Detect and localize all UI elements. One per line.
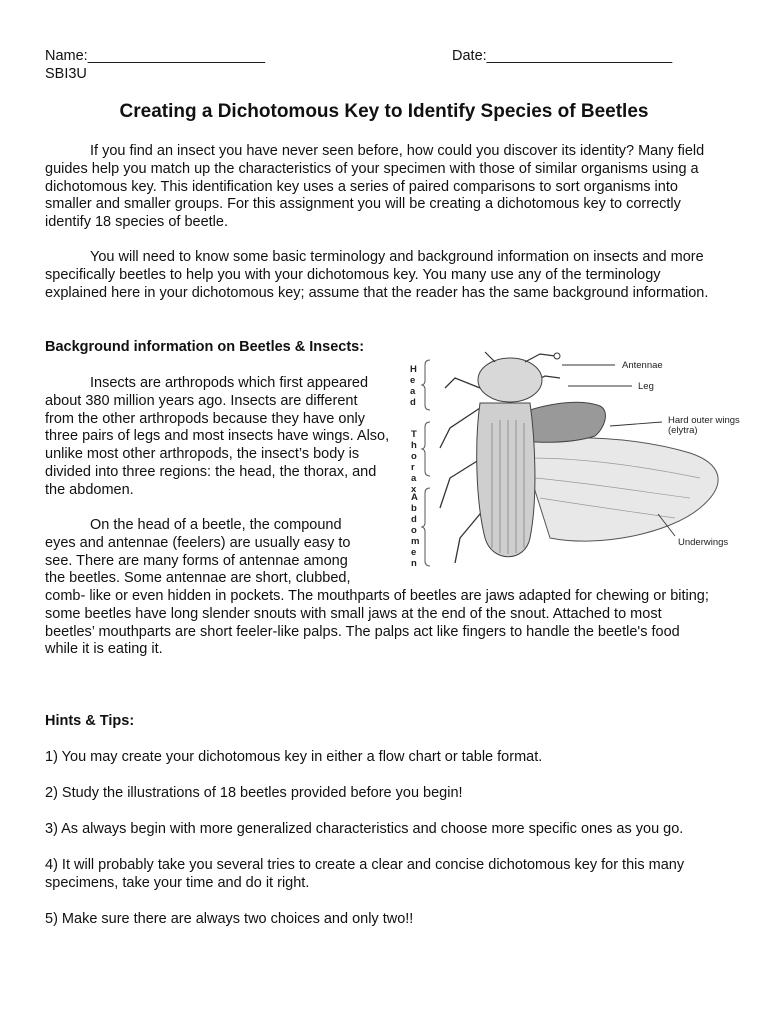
underwing-shape [520, 438, 718, 541]
abdomen-bracket [422, 488, 430, 566]
svg-text:x: x [411, 484, 417, 495]
hard-wings-label: Hard outer wings [668, 415, 740, 426]
hints-heading: Hints & Tips: [45, 713, 135, 729]
thorax-bracket [422, 422, 430, 476]
terminology-paragraph: You will need to know some basic terminology and background information on insects and more specifically beetles to help you with your dichotomous key. You many use any of the terminology explained here in your dichotomous key; assume that the reader has the same background information. [45, 249, 709, 301]
paragraph-line: see. There are many forms of antennae among [45, 552, 348, 569]
date-field-label: Date:_______________________ [452, 48, 673, 64]
hint-item: 2) Study the illustrations of 18 beetles provided before you begin! [45, 785, 463, 801]
paragraph-line: On the head of a beetle, the compound [90, 517, 342, 533]
svg-text:H: H [410, 364, 417, 375]
beetle-body [477, 403, 535, 557]
hint-item: 4) It will probably take you several tries to create a clear and concise dichotomous key for this many specimens, take your time and do it right. [45, 857, 685, 891]
svg-text:e: e [410, 375, 416, 386]
svg-text:h: h [411, 440, 417, 451]
svg-text:d: d [411, 514, 417, 525]
leg-label: Leg [638, 381, 654, 392]
course-code: SBI3U [45, 66, 87, 82]
paragraph-line: eyes and antennae (feelers) are usually easy to [45, 534, 351, 551]
svg-text:A: A [411, 492, 418, 503]
svg-text:d: d [410, 397, 416, 408]
hint-item: 1) You may create your dichotomous key in either a flow chart or table format. [45, 749, 543, 765]
paragraph-line: the beetles. Some antennae are short, clubbed, [45, 570, 351, 587]
svg-text:r: r [411, 462, 415, 473]
background-paragraph-1: Insects are arthropods which first appeared about 380 million years ago. Insects are different from the other arthropods because they have only three pairs of legs and most insects have wings. Also, unlike most other arthropods, the insect’s body is divided into three regions: the head, the thorax, and the abdomen. [45, 375, 390, 498]
svg-text:o: o [411, 525, 417, 536]
beetle-anatomy-figure [400, 348, 760, 570]
name-field-label: Name:______________________ [45, 48, 266, 64]
elytra-pointer [610, 422, 662, 426]
hint-item: 5) Make sure there are always two choices and only two!! [45, 911, 414, 927]
svg-text:m: m [411, 536, 420, 547]
head-bracket [422, 360, 430, 410]
hint-item: 3) As always begin with more generalized characteristics and choose more specific ones as you go. [45, 821, 684, 837]
svg-text:a: a [411, 473, 417, 484]
thorax-region-label [411, 429, 417, 495]
svg-text:a: a [410, 386, 416, 397]
intro-paragraph: If you find an insect you have never seen before, how could you discover its identity? Many field guides help you match up the characteristics of your specimen with those of similar organisms using a dichotomous key. This identification key uses a series of paired comparisons to sort organisms into smaller and smaller groups. For this assignment you will be creating a dichotomous key to correctly identify 18 species of beetle. [45, 143, 705, 231]
beetle-illustration [400, 348, 760, 570]
background-paragraph-2-start [45, 517, 390, 588]
antenna-club [554, 353, 560, 359]
elytra-label: (elytra) [668, 425, 698, 436]
beetle-head [478, 358, 542, 402]
svg-text:e: e [411, 547, 417, 558]
background-paragraph-2-rest: comb- like or even hidden in pockets. The mouthparts of beetles are jaws adapted for chewing or biting; some beetles have long slender snouts with small jaws at the end of the snout. Attached to most beetles’ mouthparts are short feeler-like palps. The palps act like fingers to handle the beetle's food while it is eating it. [45, 588, 709, 658]
svg-text:T: T [411, 429, 417, 440]
svg-text:n: n [411, 558, 417, 569]
abdomen-region-label [411, 492, 419, 569]
underwings-label: Underwings [678, 537, 729, 548]
head-region-label [410, 364, 417, 408]
svg-text:o: o [411, 451, 417, 462]
page-title: Creating a Dichotomous Key to Identify Species of Beetles [119, 101, 649, 122]
svg-text:b: b [411, 503, 417, 514]
background-heading: Background information on Beetles & Insects: [45, 339, 365, 355]
antennae-label: Antennae [622, 360, 663, 371]
